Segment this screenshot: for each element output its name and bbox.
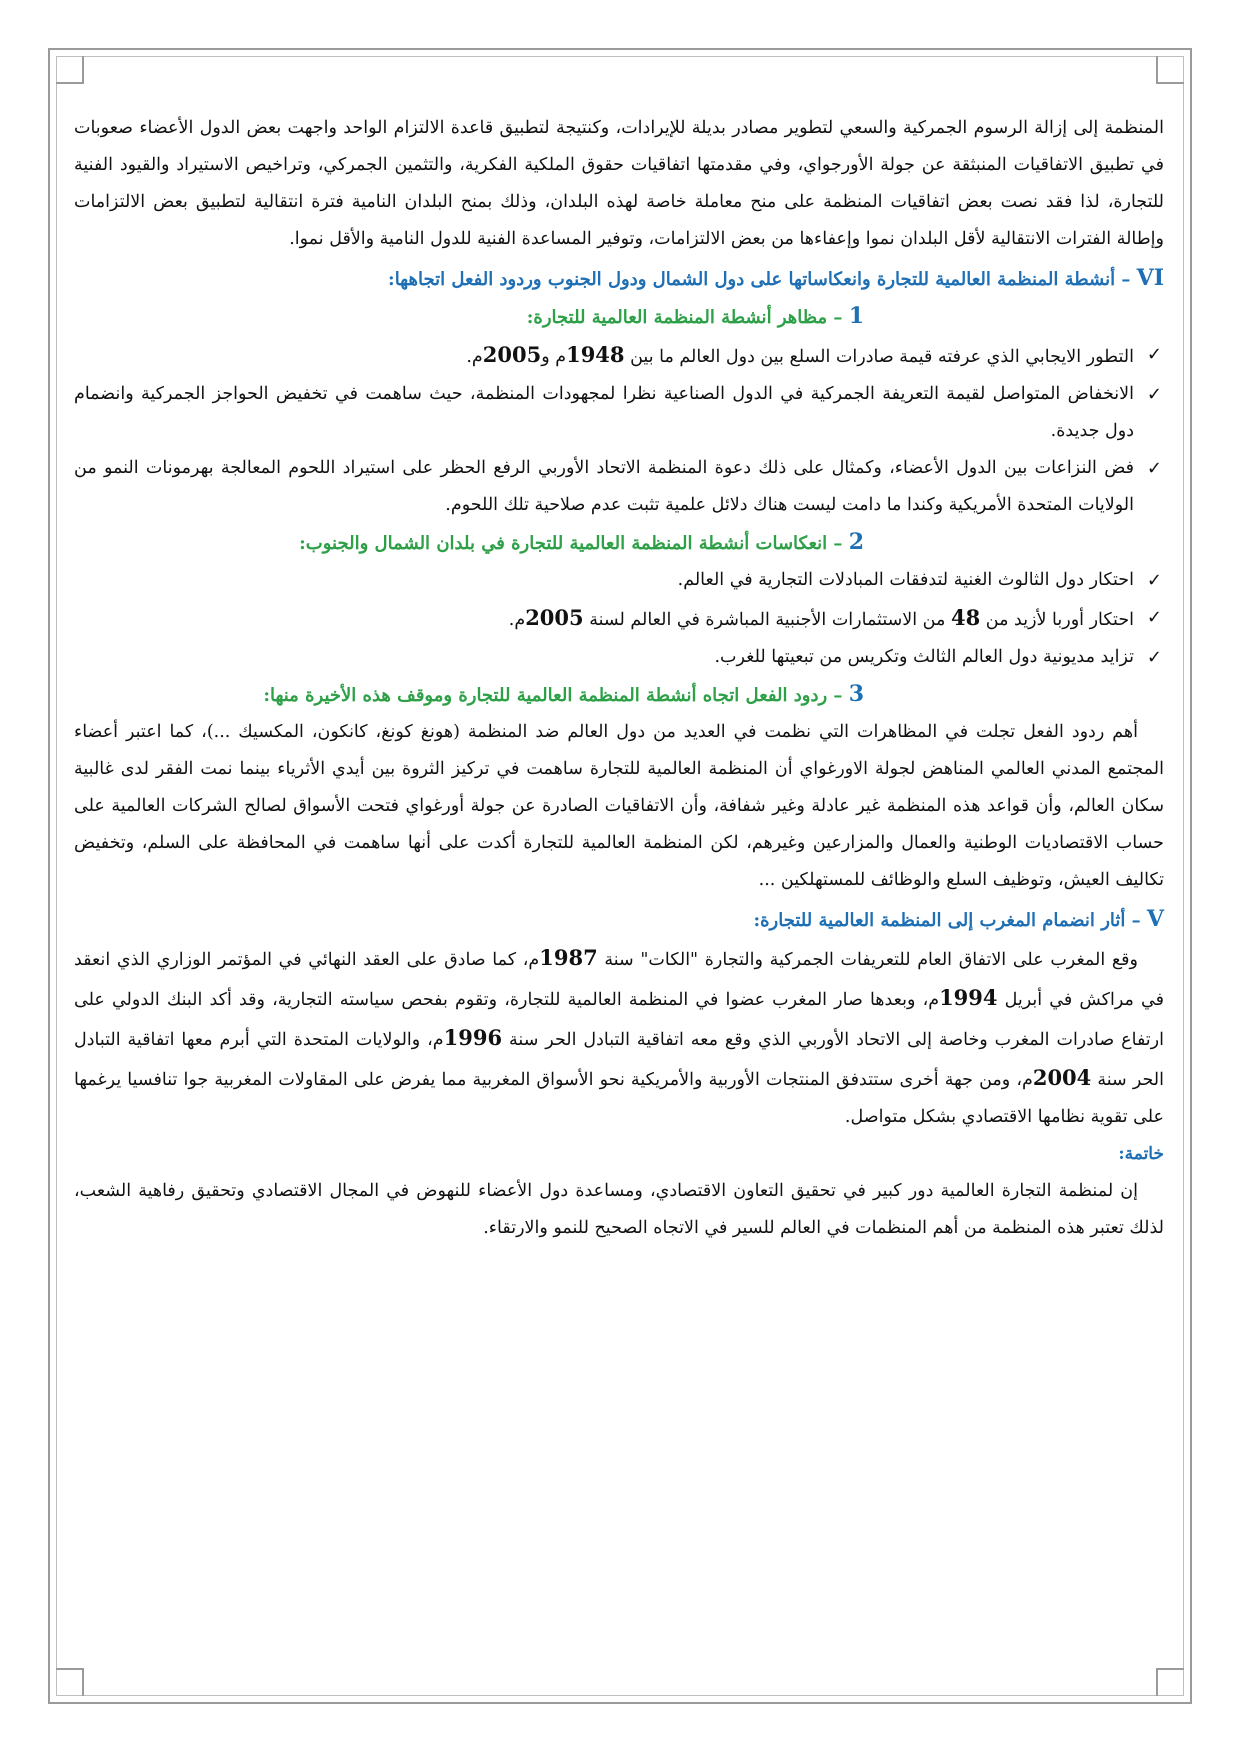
section-vi-title: – أنشطة المنظمة العالمية للتجارة وانعكاساتها على دول الشمال ودول الجنوب وردود الفعل اتجاهها: xyxy=(388,269,1137,290)
checkmark-icon: ✓ xyxy=(1146,607,1162,628)
subsection-3-title: – ردود الفعل اتجاه أنشطة المنظمة العالمية للتجارة وموقف هذه الأخيرة منها: xyxy=(263,685,849,706)
subsection-1-title: – مظاهر أنشطة المنظمة العالمية للتجارة: xyxy=(526,307,849,328)
conclusion-paragraph: إن لمنظمة التجارة العالمية دور كبير في تحقيق التعاون الاقتصادي، ومساعدة دول الأعضاء للنهوض في المجال الاقتصادي وتحقيق رفاهية الشعب، لذلك تعتبر هذه المنظمة من أهم المنظمات في العالم للسير في الاتجاه الصحيح للنمو والارتقاء. xyxy=(74,1181,1164,1238)
checkmark-icon: ✓ xyxy=(1146,647,1162,668)
year-2005: 2005 xyxy=(525,605,584,630)
year-2005: 2005 xyxy=(482,342,542,367)
list-item xyxy=(74,639,1164,676)
list-item-text: فض النزاعات بين الدول الأعضاء، وكمثال على ذلك دعوة المنظمة الاتحاد الأوربي الرفع الحظر على استيراد اللحوم المعالجة بهرمونات النمو من الولايات المتحدة الأمريكية وكندا ما دامت ليست هناك دلائل علمية تثبت عدم صلاحية تلك اللحوم. xyxy=(74,458,1134,515)
list-item xyxy=(74,450,1164,524)
year-1994: 1994 xyxy=(939,985,998,1010)
list-item-text: من الاستثمارات الأجنبية المباشرة في العالم لسنة xyxy=(583,610,951,630)
list-item xyxy=(74,336,1164,376)
year-2004: 2004 xyxy=(1032,1065,1092,1090)
reactions-paragraph: أهم ردود الفعل تجلت في المظاهرات التي نظمت في العديد من دول العالم ضد المنظمة (هونغ كونغ، كانكون، المكسيك ...)، كما اعتبر أعضاء المجتمع المدني العالمي المناهض لجولة الاورغواي أن المنظمة العالمية للتجارة ساهمت في تركيز الثروة بين أيدي الأثرياء بينما نمت الفقر لدى غالبية سكان العالم، وأن قواعد هذه المنظمة غير عادلة وغير شفافة، وأن الاتفاقيات الصادرة عن جولة أورغواي فتحت الأسواق لصالح الشركات العالمية على حساب الاقتصاديات الوطنية والعمال والمزارعين وغيرهم، لكن المنظمة العالمية للتجارة أكدت على أنها ساهمت في المحافظة على السلم، وتخفيض تكاليف العيش، وتوظيف السلع والوظائف للمستهلكين ... xyxy=(74,722,1164,890)
section-vi-numeral: VI xyxy=(1136,265,1164,291)
year-1987: 1987 xyxy=(539,945,598,970)
list-item xyxy=(74,562,1164,599)
subsection-3-number: 3 xyxy=(848,681,864,707)
document-body xyxy=(74,110,1164,1247)
corner-ornament-bottom-left xyxy=(56,1668,84,1696)
conclusion-heading: خاتمة: xyxy=(1118,1144,1164,1164)
list-item-text: م و xyxy=(541,347,567,367)
section-v-numeral: V xyxy=(1146,906,1164,932)
list-item-text: التطور الايجابي الذي عرفته قيمة صادرات السلع بين دول العالم ما بين xyxy=(624,347,1134,367)
checkmark-icon: ✓ xyxy=(1146,344,1162,365)
list-item-text: الانخفاض المتواصل لقيمة التعريفة الجمركية في الدول الصناعية نظرا لمجهودات المنظمة، حيث ساهمت في تخفيض الحواجز الجمركية وانضمام دول جديدة. xyxy=(74,384,1134,441)
paragraph-text: م، والولايات المتحدة التي أبرم معها اتفاقية التبادل الحر سنة xyxy=(74,1030,1164,1090)
checkmark-icon: ✓ xyxy=(1146,384,1162,405)
paragraph-text: م، ومن جهة أخرى ستتدفق المنتجات الأوربية والأمريكية نحو الأسواق المغربية مما يفرض على المقاولات المغربية جوا تنافسيا يرغمها على تقوية نظامها الاقتصادي بشكل متواصل. xyxy=(74,1070,1164,1127)
subsection-2-number: 2 xyxy=(848,529,864,555)
checkmark-icon: ✓ xyxy=(1146,458,1162,479)
checkmark-icon: ✓ xyxy=(1146,570,1162,591)
corner-ornament-bottom-right xyxy=(1156,1668,1184,1696)
list-item-text: م. xyxy=(466,347,483,367)
list-item xyxy=(74,376,1164,450)
section-v-title: – أثار انضمام المغرب إلى المنظمة العالمية للتجارة: xyxy=(753,910,1147,931)
subsection-1-number: 1 xyxy=(848,303,864,329)
list-item-text: م. xyxy=(508,610,526,630)
section-vi-heading xyxy=(74,260,1164,298)
paragraph-text: وقع المغرب على الاتفاق العام للتعريفات الجمركية والتجارة "الكات" سنة xyxy=(597,950,1138,970)
corner-ornament-top-right xyxy=(1156,56,1184,84)
list-item xyxy=(74,599,1164,639)
corner-ornament-top-left xyxy=(56,56,84,84)
subsection-1-heading xyxy=(74,298,1164,336)
year-1996: 1996 xyxy=(443,1025,503,1050)
paragraph-text: م، كما صادق على العقد النهائي في المؤتمر الوزاري الذي انعقد في مراكش في أبريل xyxy=(74,950,1164,1010)
list-item-text: احتكار دول الثالوث الغنية لتدفقات المبادلات التجارية في العالم. xyxy=(677,570,1134,590)
subsection-3-heading xyxy=(74,676,1164,714)
subsection-1-list xyxy=(74,336,1164,524)
subsection-2-heading xyxy=(74,524,1164,562)
subsection-2-list xyxy=(74,562,1164,676)
list-item-text: احتكار أوربا لأزيد من xyxy=(980,610,1134,630)
paragraph-text: م، وبعدها صار المغرب عضوا في المنظمة العالمية للتجارة، وتقوم بفحص سياسته التجارية، وقد أكد البنك الدولي على ارتفاع صادرات المغرب وخاصة إلى الاتحاد الأوربي الذي وقع معه اتفاقية التبادل الحر سنة xyxy=(74,990,1164,1050)
list-item-text: تزايد مديونية دول العالم الثالث وتكريس من تبعيتها للغرب. xyxy=(714,647,1134,667)
morocco-paragraph xyxy=(74,939,1164,1136)
subsection-2-title: – انعكاسات أنشطة المنظمة العالمية للتجارة في بلدان الشمال والجنوب: xyxy=(299,533,849,554)
section-v-heading xyxy=(74,901,1164,939)
number-48: 48 xyxy=(950,605,981,630)
intro-paragraph: المنظمة إلى إزالة الرسوم الجمركية والسعي لتطوير مصادر بديلة للإيرادات، وكنتيجة لتطبيق قاعدة الالتزام الواحد واجهت بعض الدول الأعضاء صعوبات في تطبيق الاتفاقيات المنبثقة عن جولة الأورجواي، وفي مقدمتها اتفاقيات حقوق الملكية الفكرية، والتثمين الجمركي، وتراخيص الاستيراد والقيود الفنية للتجارة، لذا فقد نصت بعض اتفاقيات المنظمة على منح معاملة خاصة لهذه البلدان، وذلك بمنح البلدان النامية فترة انتقالية لتطبيق بعض الالتزامات وإطالة الفترات الانتقالية لأقل البلدان نموا وإعفاءها من بعض الالتزامات، وتوفير المساعدة الفنية للدول النامية والأقل نموا. xyxy=(74,118,1164,249)
year-1948: 1948 xyxy=(566,342,625,367)
